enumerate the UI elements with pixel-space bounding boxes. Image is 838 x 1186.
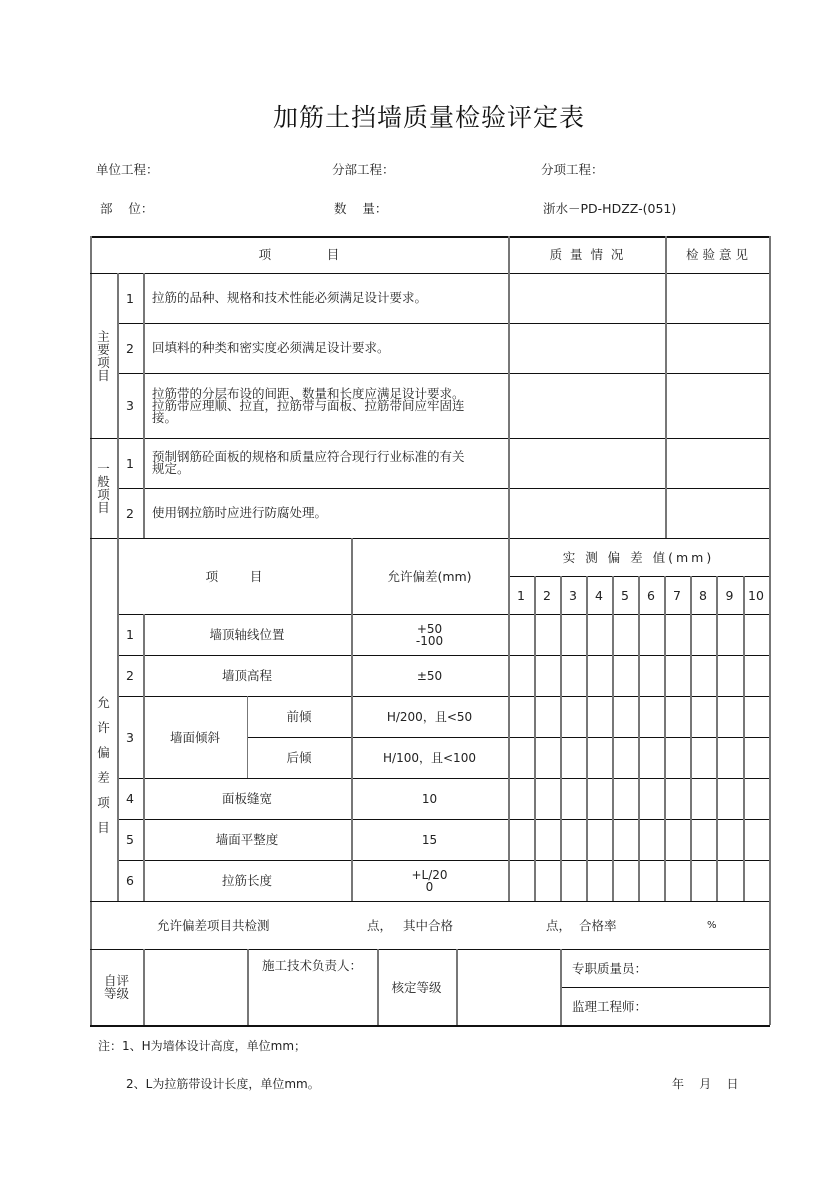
summary-percent: % [707,919,717,931]
measured-value-cell[interactable] [534,860,560,901]
measure-column-header: 10 [748,587,764,603]
measure-column-header: 3 [569,587,577,603]
general-item-opinion-cell[interactable] [665,488,769,538]
summary-points-label-1: 点， [367,917,393,933]
measured-value-cell[interactable] [560,696,586,737]
measured-deviation-header: 实 测 偏 差 值(mm) [562,549,715,565]
approved-grade-label: 核定等级 [391,979,442,995]
deviation-item-no: 5 [126,832,134,847]
deviation-item-name: 墙面平整度 [215,832,279,847]
deviation-item-name: 墙顶高程 [221,668,272,683]
measured-value-cell[interactable] [586,819,612,860]
measured-value-cell[interactable] [612,655,638,696]
measured-value-cell[interactable] [664,696,690,737]
measured-value-cell[interactable] [560,614,586,655]
approved-grade-value[interactable] [456,949,560,1025]
measured-value-cell[interactable] [534,614,560,655]
deviation-sub-item: 后倾 [286,750,312,765]
measure-column-header: 6 [647,587,655,603]
measured-value-cell[interactable] [534,655,560,696]
deviation-tolerance: +50 -100 [415,621,444,648]
measured-value-cell[interactable] [612,819,638,860]
measured-value-cell[interactable] [743,778,769,819]
measured-value-cell[interactable] [508,614,534,655]
deviation-group-label: 允 许 偏 差 项 目 [97,694,110,835]
measured-value-cell[interactable] [716,696,743,737]
unit-project-label: 单位工程： [96,162,159,177]
deviation-item-no: 2 [126,668,134,683]
self-grade-value[interactable] [143,949,247,1025]
general-item-text: 预制钢筋砼面板的规格和质量应符合现行行业标准的有关规定。 [152,449,465,476]
measured-value-cell[interactable] [664,819,690,860]
header-item: 项 目 [258,247,340,262]
measured-value-cell[interactable] [534,696,560,737]
deviation-item-no: 6 [126,873,134,888]
deviation-tolerance: +L/20 0 [411,867,448,894]
measure-column-header: 1 [517,587,525,603]
measured-value-cell[interactable] [534,737,560,778]
measured-value-cell[interactable] [638,819,664,860]
measured-value-cell[interactable] [560,655,586,696]
measured-value-cell[interactable] [664,655,690,696]
measured-value-cell[interactable] [586,655,612,696]
deviation-item-no: 4 [126,791,134,806]
measure-column-header: 7 [673,587,681,603]
measured-value-cell[interactable] [716,737,743,778]
measured-value-cell[interactable] [690,655,716,696]
measured-value-cell[interactable] [612,860,638,901]
deviation-item-header: 项 目 [205,568,263,584]
summary-qualified-label: 其中合格 [403,917,454,933]
quantity-label: 数 量： [334,201,388,216]
deviation-tolerance: H/100，且<100 [383,750,476,765]
main-item-opinion-cell[interactable] [665,323,769,373]
deviation-tolerance: 10 [421,791,438,806]
deviation-item-name: 拉筋长度 [221,873,272,888]
measured-value-cell[interactable] [690,860,716,901]
main-item-text: 拉筋的品种、规格和技术性能必须满足设计要求。 [152,290,428,305]
measured-value-cell[interactable] [560,778,586,819]
table-right-border [769,236,771,1025]
measure-column-header: 2 [543,587,551,603]
measured-value-cell[interactable] [508,819,534,860]
deviation-item-no: 3 [126,729,134,745]
general-item-text: 使用钢拉筋时应进行防腐处理。 [152,505,328,520]
measured-value-cell[interactable] [586,696,612,737]
measured-value-cell[interactable] [534,778,560,819]
measured-value-cell[interactable] [638,778,664,819]
main-item-quality-cell[interactable] [508,273,665,323]
supervisor-label: 监理工程师： [572,998,648,1014]
form-code: 浙水－PD-HDZZ-(051) [543,201,677,216]
deviation-item-no: 1 [126,627,134,642]
main-item-quality-cell[interactable] [508,373,665,438]
measured-value-cell[interactable] [664,778,690,819]
deviation-tolerance: H/200，且<50 [386,709,473,724]
main-item-opinion-cell[interactable] [665,373,769,438]
measured-value-cell[interactable] [638,860,664,901]
main-item-no: 2 [126,340,134,356]
measured-value-cell[interactable] [664,614,690,655]
measured-value-cell[interactable] [664,860,690,901]
general-item-no: 2 [126,505,134,521]
measure-column-header: 8 [699,587,707,603]
measured-value-cell[interactable] [638,655,664,696]
measured-value-cell[interactable] [743,819,769,860]
measured-value-cell[interactable] [612,696,638,737]
measured-value-cell[interactable] [690,778,716,819]
measured-value-cell[interactable] [612,737,638,778]
measured-value-cell[interactable] [743,860,769,901]
note-2: 2、L为拉筋带设计长度，单位mm。 [126,1077,320,1091]
location-label: 部 位： [100,201,154,216]
measured-value-cell[interactable] [638,737,664,778]
measured-value-cell[interactable] [690,696,716,737]
measured-value-cell[interactable] [560,860,586,901]
page-title: 加筋土挡墙质量检验评定表 [272,103,585,132]
deviation-item-name: 墙面倾斜 [169,729,220,745]
quality-officer-label: 专职质量员： [572,960,648,976]
measure-column-header: 9 [725,587,734,603]
measured-value-cell[interactable] [508,737,534,778]
measured-value-cell[interactable] [690,614,716,655]
measured-value-cell[interactable] [586,737,612,778]
measured-value-cell[interactable] [534,819,560,860]
measured-value-cell[interactable] [586,614,612,655]
construction-lead-label: 施工技术负责人： [261,957,362,973]
general-item-quality-cell[interactable] [508,438,665,488]
main-items-group-label: 主 要 项 目 [97,328,110,383]
measured-value-cell[interactable] [743,737,769,778]
sub-project-label: 分部工程： [332,162,395,177]
measured-value-cell[interactable] [716,778,743,819]
summary-rate-label: 合格率 [579,917,617,933]
summary-checked-label: 允许偏差项目共检测 [157,917,270,933]
measured-value-cell[interactable] [560,819,586,860]
measured-value-cell[interactable] [508,696,534,737]
main-item-no: 3 [126,398,134,413]
item-project-label: 分项工程： [541,162,604,177]
header-quality: 质 量 情 况 [549,247,624,262]
general-item-opinion-cell[interactable] [665,438,769,488]
deviation-tolerance: 15 [421,832,438,847]
summary-points-label-2: 点， [546,917,572,933]
measured-value-cell[interactable] [664,737,690,778]
main-item-text: 回填料的种类和密实度必须满足设计要求。 [152,340,390,355]
measured-value-cell[interactable] [743,614,769,655]
measure-column-header: 4 [595,587,603,603]
deviation-tolerance-header: 允许偏差(mm) [387,568,472,584]
measured-value-cell[interactable] [716,614,743,655]
note-1: 注：1、H为墙体设计高度，单位mm； [98,1039,307,1053]
main-item-opinion-cell[interactable] [665,273,769,323]
main-item-text: 拉筋带的分层布设的间距、数量和长度应满足设计要求。拉筋带应理顺、拉直，拉筋带与面板、拉筋带间应牢固连接。 [152,385,465,425]
measured-value-cell[interactable] [743,696,769,737]
self-grade-label: 自评 等级 [103,973,129,1001]
measured-value-cell[interactable] [716,819,743,860]
measured-value-cell[interactable] [690,819,716,860]
measured-value-cell[interactable] [586,860,612,901]
date-label: 年 月 日 [672,1077,739,1091]
measured-value-cell[interactable] [508,860,534,901]
measured-value-cell[interactable] [690,737,716,778]
header-opinion: 检 验 意 见 [686,247,748,262]
deviation-item-name: 面板缝宽 [221,791,272,806]
measured-value-cell[interactable] [716,655,743,696]
measured-value-cell[interactable] [638,614,664,655]
deviation-sub-item: 前倾 [286,709,312,724]
measured-value-cell[interactable] [743,655,769,696]
main-item-no: 1 [126,290,134,306]
measured-value-cell[interactable] [638,696,664,737]
general-item-no: 1 [126,455,134,471]
measured-value-cell[interactable] [612,614,638,655]
measured-value-cell[interactable] [560,737,586,778]
deviation-item-name: 墙顶轴线位置 [209,627,285,642]
main-item-quality-cell[interactable] [508,323,665,373]
deviation-tolerance: ±50 [416,668,443,683]
general-item-quality-cell[interactable] [508,488,665,538]
measure-column-header: 5 [621,587,629,603]
measured-value-cell[interactable] [586,778,612,819]
table-bottom-border [90,1025,770,1027]
measured-value-cell[interactable] [716,860,743,901]
general-items-group-label: 一 般 项 目 [97,461,110,515]
measured-value-cell[interactable] [508,655,534,696]
measured-value-cell[interactable] [508,778,534,819]
measured-value-cell[interactable] [612,778,638,819]
